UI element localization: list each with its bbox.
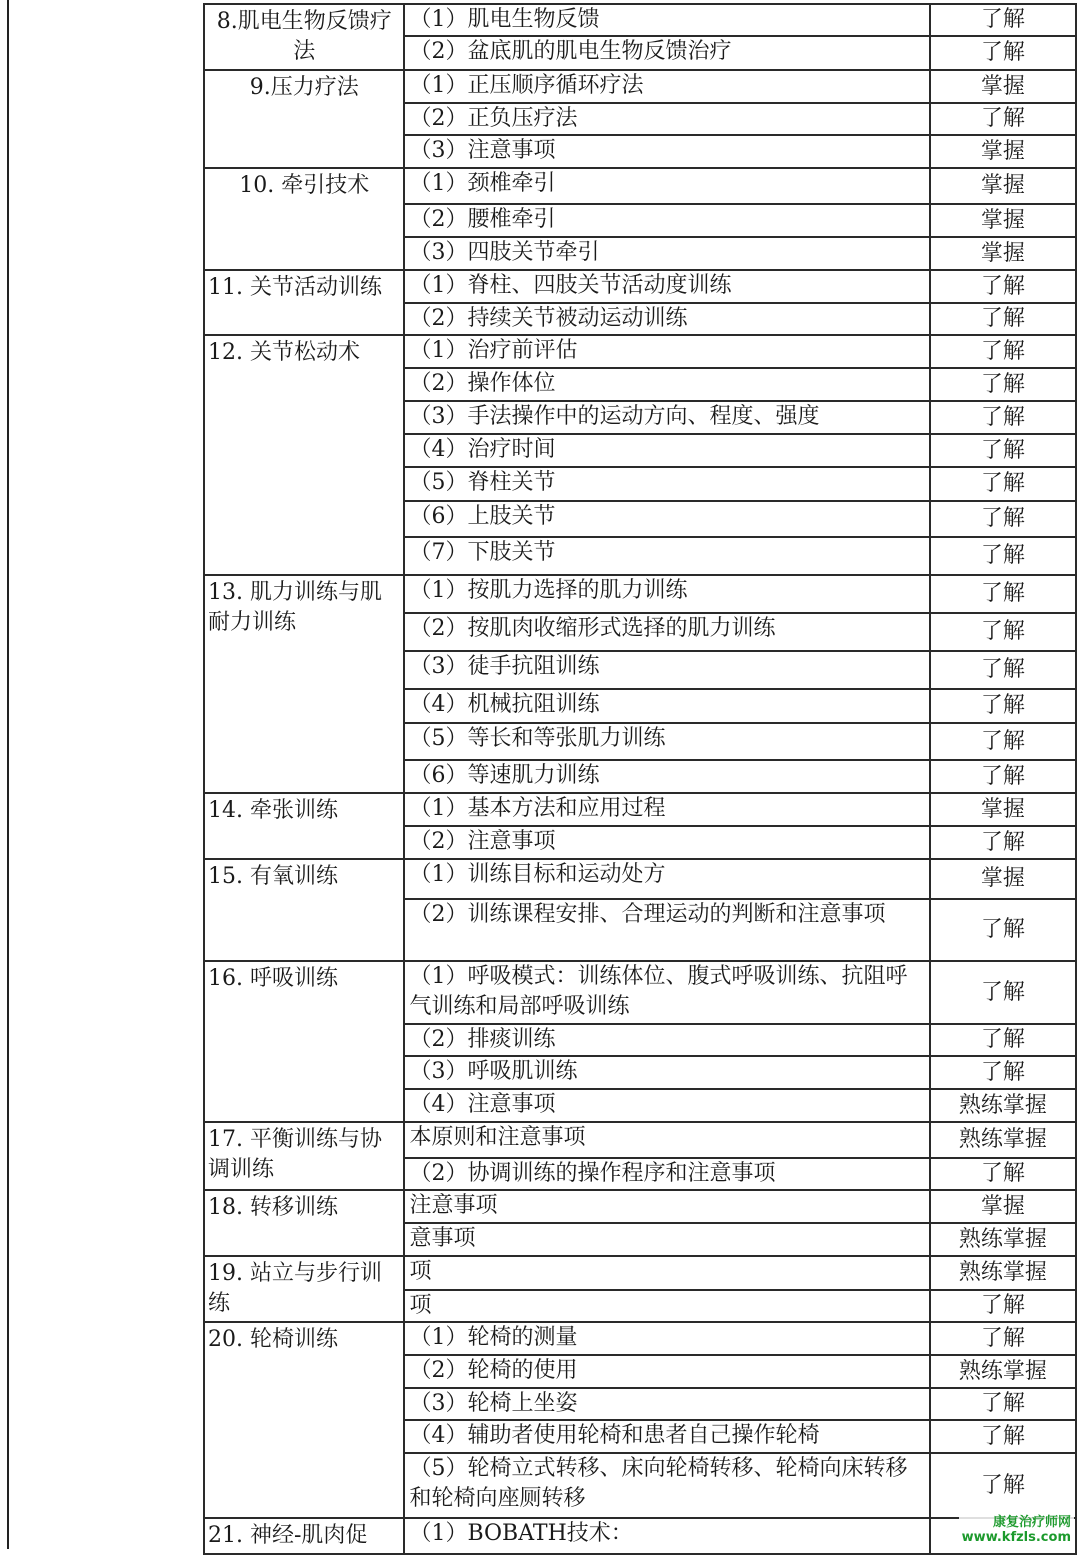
level-cell: 了解 <box>930 613 1076 651</box>
table-row <box>204 859 1076 899</box>
level-cell: 掌握 <box>930 237 1076 270</box>
table-row <box>204 1122 1076 1158</box>
item-cell: 注意事项 <box>404 1190 929 1223</box>
item-cell: （3）手法操作中的运动方向、程度、强度 <box>404 401 929 434</box>
item-cell: （3）呼吸肌训练 <box>404 1056 929 1089</box>
table-row <box>204 270 1076 303</box>
topic-cell: 14. 牵张训练 <box>204 793 404 859</box>
level-cell: 了解 <box>930 368 1076 401</box>
level-cell: 了解 <box>930 4 1076 36</box>
level-cell: 掌握 <box>930 1190 1076 1223</box>
level-cell: 了解 <box>930 103 1076 135</box>
item-cell: （4）治疗时间 <box>404 434 929 467</box>
level-cell: 了解 <box>930 760 1076 793</box>
item-cell: （1）训练目标和运动处方 <box>404 859 929 899</box>
level-cell: 熟练掌握 <box>930 1089 1076 1122</box>
level-cell: 了解 <box>930 270 1076 303</box>
level-cell: 了解 <box>930 303 1076 335</box>
level-cell: 熟练掌握 <box>930 1355 1076 1388</box>
level-cell: 了解 <box>930 723 1076 760</box>
item-cell: （3）四肢关节牵引 <box>404 237 929 270</box>
item-cell: （2）协调训练的操作程序和注意事项 <box>404 1158 929 1190</box>
level-cell: 了解 <box>930 826 1076 859</box>
watermark-site-url: www.kfzls.com <box>961 1530 1071 1545</box>
item-cell: （2）盆底肌的肌电生物反馈治疗 <box>404 36 929 70</box>
topic-cell: 21. 神经-肌肉促 <box>204 1518 404 1554</box>
syllabus-table <box>203 3 1077 1555</box>
item-cell: 意事项 <box>404 1223 929 1256</box>
level-cell: 掌握 <box>930 70 1076 103</box>
topic-cell: 16. 呼吸训练 <box>204 961 404 1122</box>
item-cell: （4）注意事项 <box>404 1089 929 1122</box>
level-cell: 了解 <box>930 36 1076 70</box>
item-cell: 本原则和注意事项 <box>404 1122 929 1158</box>
item-cell: （1）肌电生物反馈 <box>404 4 929 36</box>
item-cell: （7）下肢关节 <box>404 537 929 575</box>
table-row <box>204 961 1076 1024</box>
item-cell: （1）轮椅的测量 <box>404 1322 929 1355</box>
level-cell: 了解 <box>930 689 1076 723</box>
level-cell: 了解 <box>930 1158 1076 1190</box>
table-row <box>204 335 1076 368</box>
item-cell: （2）正负压疗法 <box>404 103 929 135</box>
item-cell: （1）基本方法和应用过程 <box>404 793 929 826</box>
item-cell: （1）按肌力选择的肌力训练 <box>404 575 929 613</box>
level-cell: 熟练掌握 <box>930 1256 1076 1290</box>
table-row <box>204 1322 1076 1355</box>
level-cell: 了解 <box>930 335 1076 368</box>
topic-cell: 11. 关节活动训练 <box>204 270 404 335</box>
topic-cell: 8.肌电生物反馈疗法 <box>204 4 404 70</box>
level-cell: 了解 <box>930 1290 1076 1323</box>
topic-cell: 13. 肌力训练与肌耐力训练 <box>204 575 404 793</box>
topic-cell: 18. 转移训练 <box>204 1190 404 1256</box>
item-cell: （3）轮椅上坐姿 <box>404 1388 929 1420</box>
level-cell: 熟练掌握 <box>930 1122 1076 1158</box>
item-cell: （6）上肢关节 <box>404 501 929 537</box>
topic-cell: 19. 站立与步行训练 <box>204 1256 404 1322</box>
level-cell: 熟练掌握 <box>930 1223 1076 1256</box>
level-cell: 了解 <box>930 961 1076 1024</box>
topic-cell: 12. 关节松动术 <box>204 335 404 575</box>
table-row <box>204 575 1076 613</box>
item-cell: （5）等长和等张肌力训练 <box>404 723 929 760</box>
level-cell: 了解 <box>930 1056 1076 1089</box>
item-cell: （3）注意事项 <box>404 135 929 168</box>
item-cell: 项 <box>404 1290 929 1323</box>
level-cell: 掌握 <box>930 793 1076 826</box>
item-cell: （4）机械抗阻训练 <box>404 689 929 723</box>
topic-cell: 20. 轮椅训练 <box>204 1322 404 1518</box>
item-cell: （2）腰椎牵引 <box>404 204 929 237</box>
syllabus-table-body <box>204 4 1076 1554</box>
item-cell: （1）颈椎牵引 <box>404 168 929 204</box>
level-cell: 了解 <box>930 1453 1076 1518</box>
level-cell: 了解 <box>930 467 1076 501</box>
item-cell: （4）辅助者使用轮椅和患者自己操作轮椅 <box>404 1420 929 1453</box>
level-cell: 了解 <box>930 899 1076 961</box>
table-row <box>204 168 1076 204</box>
level-cell: 了解 <box>930 1024 1076 1056</box>
table-row <box>204 70 1076 103</box>
level-cell: 了解 <box>930 651 1076 689</box>
item-cell: （5）轮椅立式转移、床向轮椅转移、轮椅向床转移和轮椅向座厕转移 <box>404 1453 929 1518</box>
level-cell: 掌握 <box>930 135 1076 168</box>
topic-cell: 9.压力疗法 <box>204 70 404 168</box>
table-row <box>204 1256 1076 1290</box>
level-cell: 掌握 <box>930 859 1076 899</box>
item-cell: （6）等速肌力训练 <box>404 760 929 793</box>
item-cell: （1）BOBATH技术： <box>404 1518 929 1554</box>
item-cell: （1）治疗前评估 <box>404 335 929 368</box>
topic-cell: 17. 平衡训练与协调训练 <box>204 1122 404 1190</box>
table-row <box>204 1190 1076 1223</box>
item-cell: （2）注意事项 <box>404 826 929 859</box>
item-cell: （5）脊柱关节 <box>404 467 929 501</box>
level-cell: 了解 <box>930 1322 1076 1355</box>
item-cell: 项 <box>404 1256 929 1290</box>
item-cell: （2）排痰训练 <box>404 1024 929 1056</box>
left-margin-rule <box>7 0 9 1549</box>
level-cell: 了解 <box>930 575 1076 613</box>
level-cell: 了解 <box>930 1420 1076 1453</box>
level-cell: 掌握 <box>930 168 1076 204</box>
item-cell: （1）脊柱、四肢关节活动度训练 <box>404 270 929 303</box>
table-row <box>204 793 1076 826</box>
item-cell: （1）呼吸模式：训练体位、腹式呼吸训练、抗阻呼气训练和局部呼吸训练 <box>404 961 929 1024</box>
item-cell: （2）训练课程安排、合理运动的判断和注意事项 <box>404 899 929 961</box>
topic-cell: 15. 有氧训练 <box>204 859 404 961</box>
item-cell: （1）正压顺序循环疗法 <box>404 70 929 103</box>
level-cell: 了解 <box>930 434 1076 467</box>
site-watermark <box>959 1514 1074 1546</box>
level-cell: 了解 <box>930 401 1076 434</box>
item-cell: （2）持续关节被动运动训练 <box>404 303 929 335</box>
topic-cell: 10. 牵引技术 <box>204 168 404 270</box>
level-cell: 了解 <box>930 1388 1076 1420</box>
item-cell: （2）轮椅的使用 <box>404 1355 929 1388</box>
level-cell: 了解 <box>930 501 1076 537</box>
item-cell: （2）按肌肉收缩形式选择的肌力训练 <box>404 613 929 651</box>
item-cell: （2）操作体位 <box>404 368 929 401</box>
table-row <box>204 4 1076 36</box>
level-cell: 掌握 <box>930 204 1076 237</box>
level-cell: 了解 <box>930 537 1076 575</box>
item-cell: （3）徒手抗阻训练 <box>404 651 929 689</box>
watermark-site-name: 康复治疗师网 <box>992 1515 1071 1530</box>
